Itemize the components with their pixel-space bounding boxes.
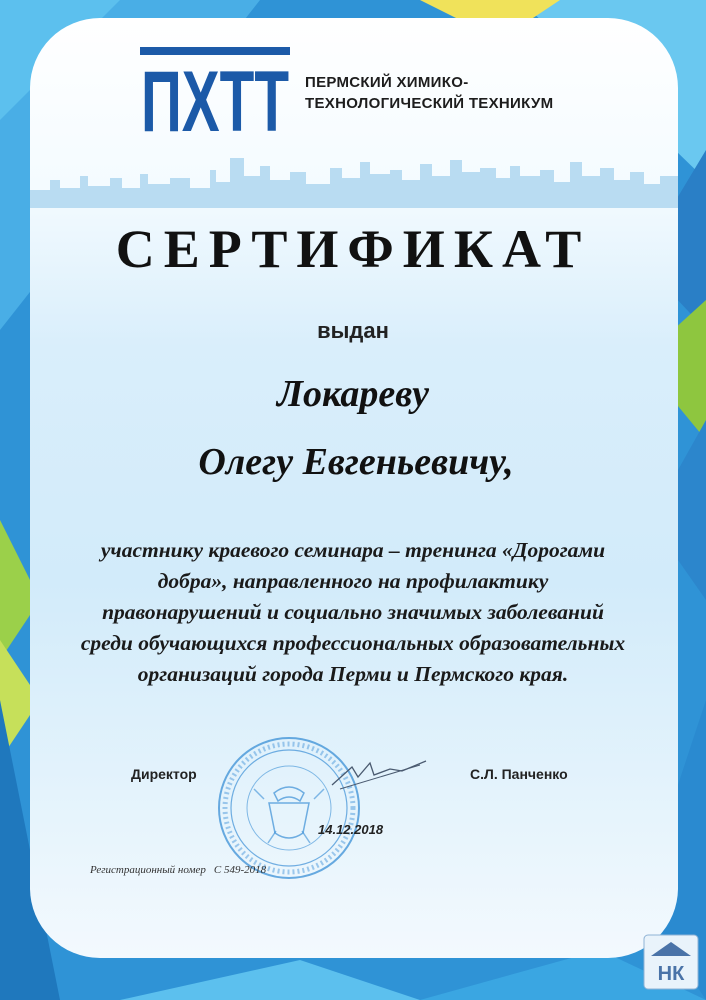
registration-number — [90, 864, 266, 876]
description-line: среди обучающихся профессиональных образовательных — [80, 631, 626, 655]
org-name-line2: ТЕХНОЛОГИЧЕСКИЙ ТЕХНИКУМ — [305, 95, 554, 112]
recipient-surname: Локареву — [276, 373, 430, 415]
description-line: организаций города Перми и Пермского края. — [137, 662, 569, 686]
city-skyline — [30, 148, 678, 208]
recipient-given-names: Олегу Евгеньевичу, — [198, 441, 514, 483]
corner-badge-icon — [643, 934, 699, 990]
certificate-description — [40, 535, 666, 690]
registration-label: Регистрационный номер — [90, 864, 206, 876]
org-name-line1: ПЕРМСКИЙ ХИМИКО- — [305, 74, 469, 91]
description-line: добра», направленного на профилактику — [157, 569, 549, 593]
registration-value: С 549-2018 — [213, 864, 267, 876]
description-line: участнику краевого семинара – тренинга «Дорогами — [100, 538, 606, 562]
issue-date: 14.12.2018 — [318, 822, 384, 837]
description-line: правонарушений и социально значимых заболеваний — [102, 600, 604, 624]
certificate-title: СЕРТИФИКАТ — [115, 219, 591, 279]
signatory-name: С.Л. Панченко — [470, 766, 568, 782]
issued-label: выдан — [317, 318, 389, 343]
pkht-logo — [140, 47, 290, 137]
logo-letters: ПХТТ — [141, 54, 289, 137]
signatory-role: Директор — [131, 766, 197, 782]
organization-name — [305, 72, 553, 114]
director-signature — [330, 755, 430, 795]
corner-badge-text: НК — [657, 963, 685, 985]
